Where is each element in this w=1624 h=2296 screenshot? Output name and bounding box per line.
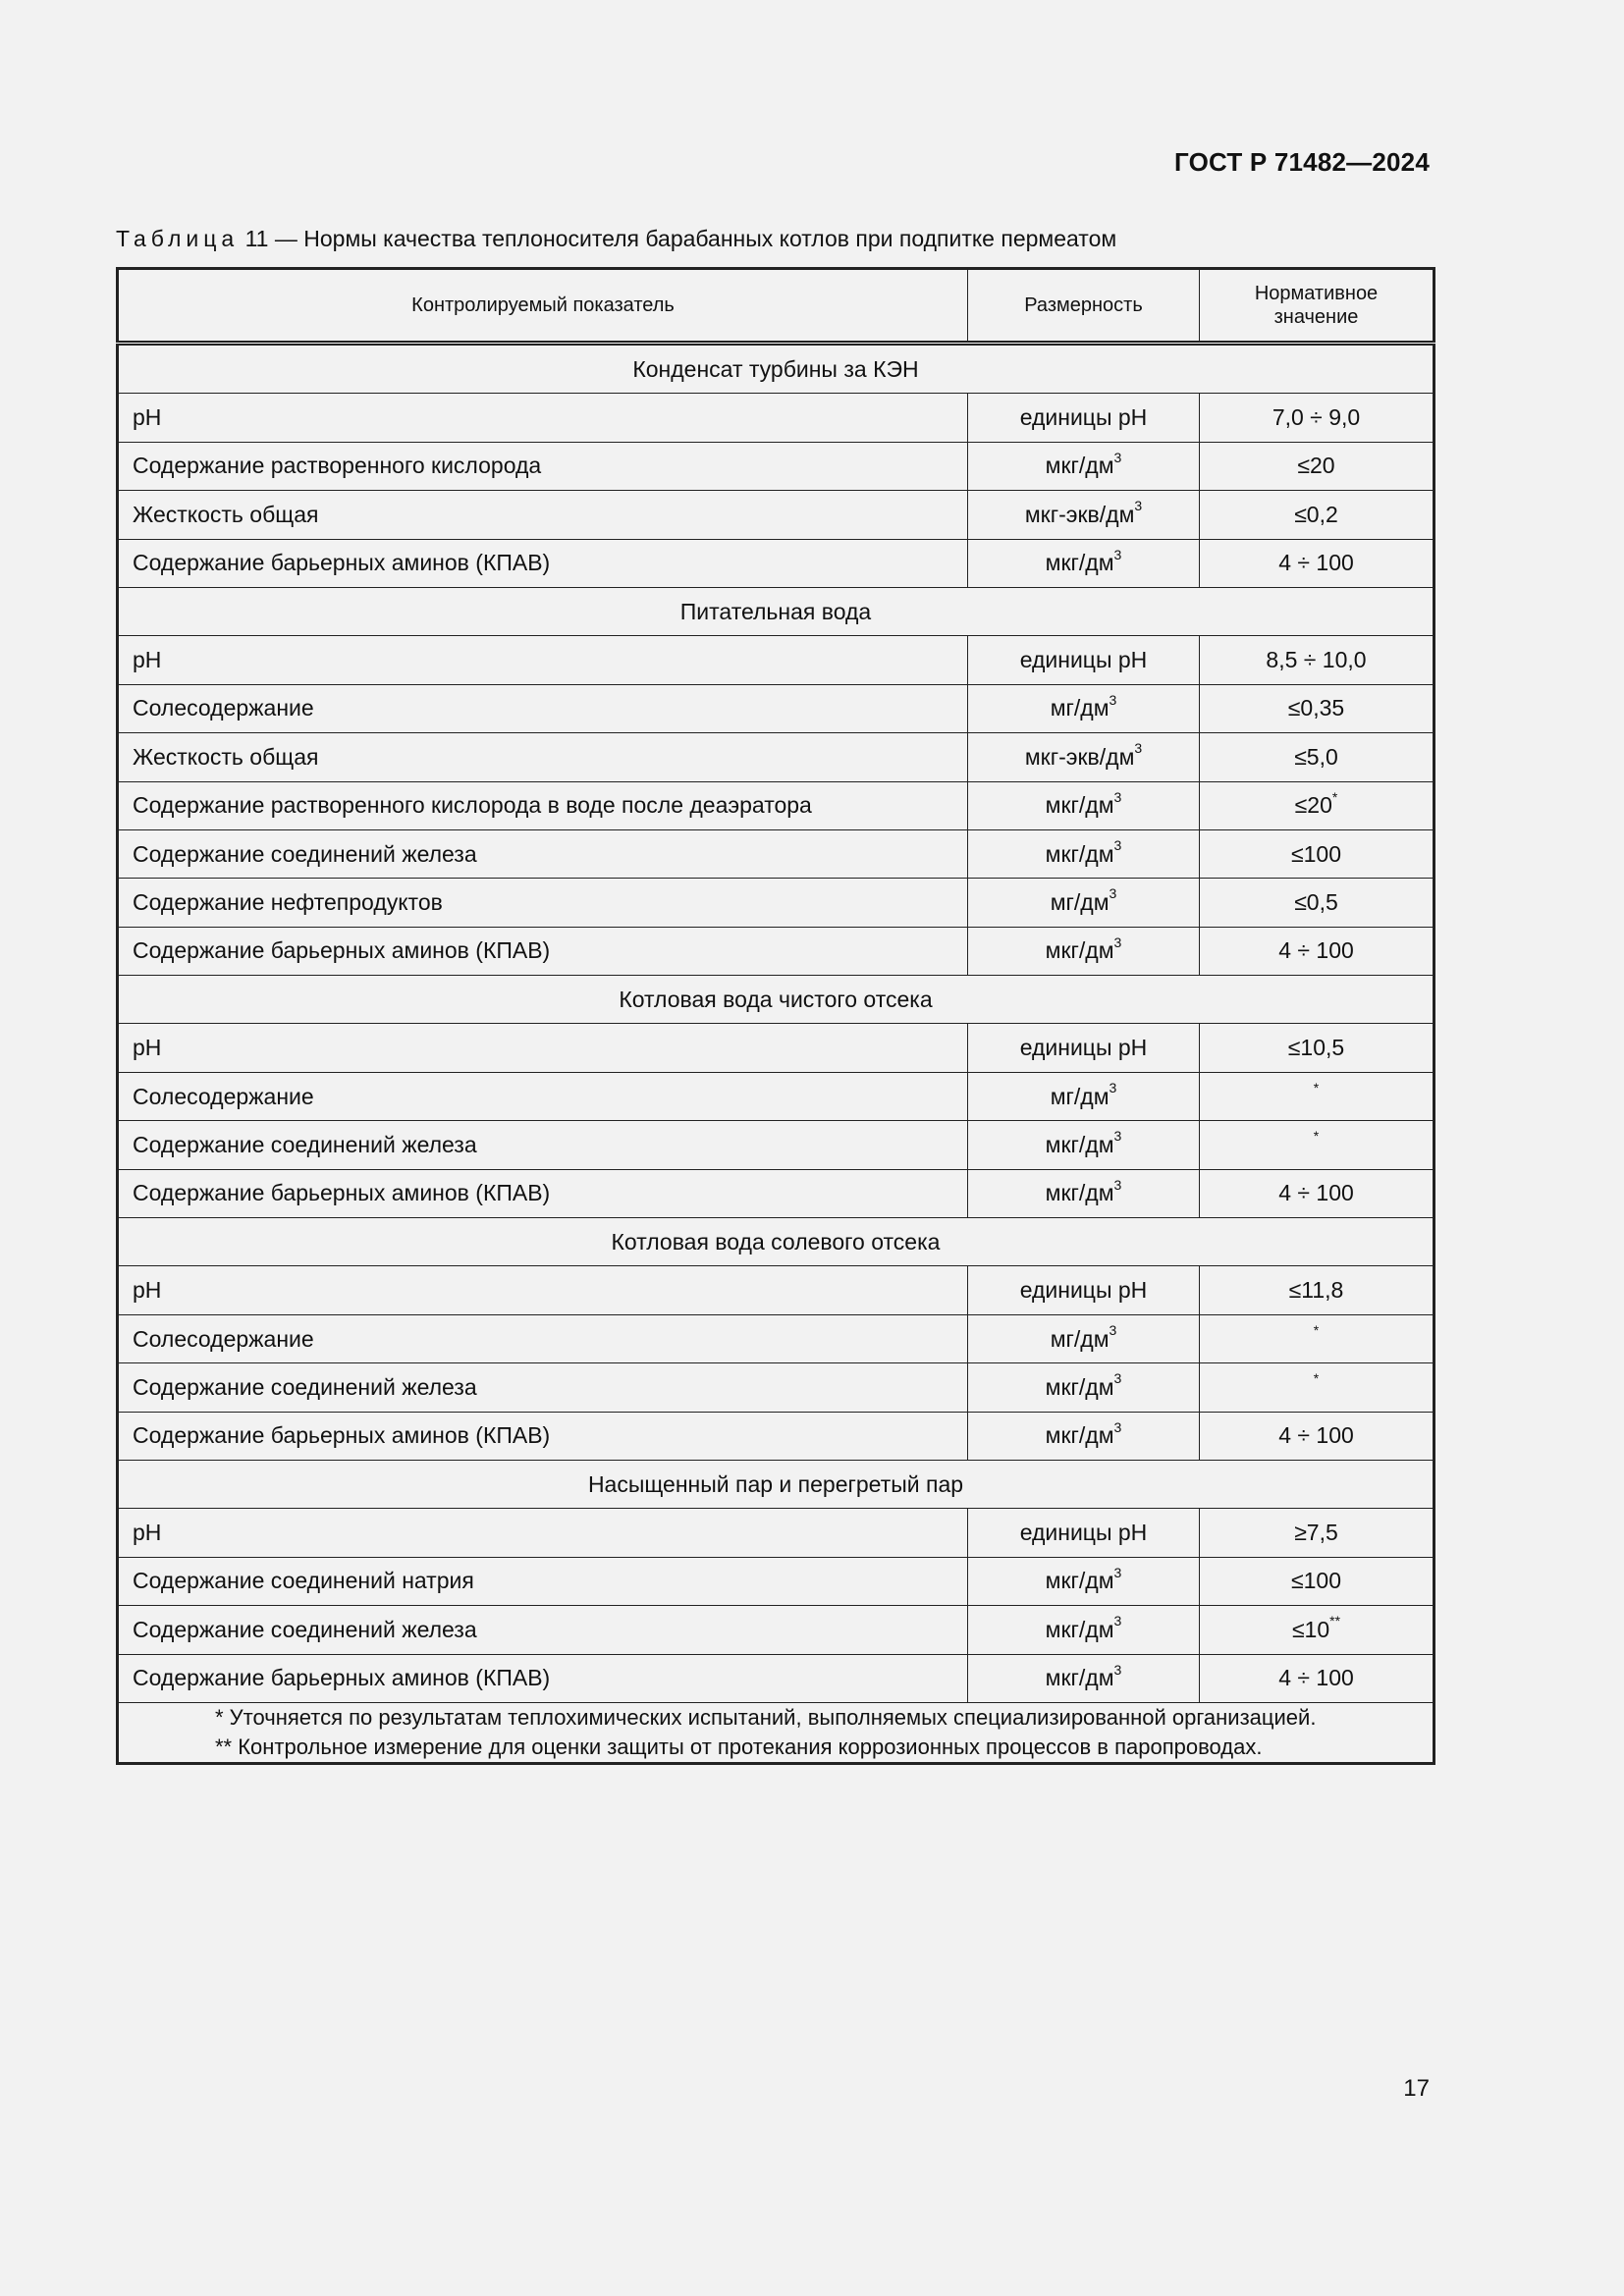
value-text: ≥7,5 [1294, 1520, 1338, 1546]
value-text: ≤20 [1297, 453, 1335, 479]
table-row [118, 1072, 1435, 1120]
unit-cell [968, 491, 1200, 539]
value-text: 7,0 ÷ 9,0 [1272, 404, 1361, 431]
unit-superscript: 3 [1134, 740, 1143, 757]
unit-superscript: 3 [1113, 1564, 1122, 1580]
value-text: ≤11,8 [1288, 1277, 1344, 1304]
unit-cell [968, 733, 1200, 781]
section-row [118, 976, 1435, 1024]
unit-text: единицы pH [1019, 647, 1148, 673]
table-row [118, 684, 1435, 732]
section-row [118, 587, 1435, 635]
param-cell: Содержание растворенного кислорода в воде после деаэратора [118, 781, 968, 829]
unit-cell [968, 927, 1200, 975]
unit-text: мкг/дм [1045, 1131, 1114, 1157]
unit-cell [968, 1169, 1200, 1217]
value-cell [1200, 781, 1435, 829]
param-cell: Содержание соединений железа [118, 1121, 968, 1169]
unit-superscript: 3 [1113, 934, 1122, 950]
unit-superscript: 3 [1113, 836, 1122, 853]
param-cell: pH [118, 1266, 968, 1314]
section-title: Насыщенный пар и перегретый пар [118, 1460, 1435, 1508]
unit-cell [968, 1509, 1200, 1557]
param-cell: Жесткость общая [118, 733, 968, 781]
value-cell [1200, 491, 1435, 539]
unit-text: мкг/дм [1045, 1568, 1114, 1594]
param-cell: Содержание барьерных аминов (КПАВ) [118, 1169, 968, 1217]
value-cell [1200, 879, 1435, 927]
unit-text: мкг/дм [1045, 1422, 1114, 1449]
unit-superscript: 3 [1113, 788, 1122, 805]
unit-cell [968, 829, 1200, 878]
unit-cell [968, 1606, 1200, 1654]
section-row [118, 1460, 1435, 1508]
notes-row [118, 1702, 1435, 1763]
notes-cell [118, 1702, 1435, 1763]
table-header-row [118, 269, 1435, 344]
unit-superscript: 3 [1113, 546, 1122, 562]
param-cell: Содержание барьерных аминов (КПАВ) [118, 1654, 968, 1702]
unit-cell [968, 1363, 1200, 1412]
value-text: 4 ÷ 100 [1278, 1665, 1354, 1691]
section-title: Котловая вода чистого отсека [118, 976, 1435, 1024]
table-row [118, 491, 1435, 539]
value-footnote-mark: * [1313, 1321, 1320, 1338]
value-cell [1200, 684, 1435, 732]
unit-cell [968, 1266, 1200, 1314]
value-cell [1200, 442, 1435, 490]
param-cell: Содержание нефтепродуктов [118, 879, 968, 927]
value-cell [1200, 394, 1435, 442]
unit-superscript: 3 [1134, 498, 1143, 514]
value-text: ≤0,5 [1294, 888, 1338, 915]
unit-cell [968, 684, 1200, 732]
param-cell: Содержание соединений натрия [118, 1557, 968, 1605]
unit-text: мкг/дм [1045, 453, 1114, 479]
page-number: 17 [1403, 2075, 1430, 2102]
unit-text: единицы pH [1019, 1035, 1148, 1061]
unit-text: мг/дм [1050, 1325, 1110, 1352]
table-row [118, 1557, 1435, 1605]
value-cell [1200, 1654, 1435, 1702]
param-cell: Содержание барьерных аминов (КПАВ) [118, 927, 968, 975]
param-cell: pH [118, 1024, 968, 1072]
value-text: ≤10 [1291, 1616, 1330, 1642]
unit-cell [968, 636, 1200, 684]
table-row [118, 1024, 1435, 1072]
value-cell [1200, 1557, 1435, 1605]
value-cell [1200, 1363, 1435, 1412]
table-row [118, 1606, 1435, 1654]
unit-superscript: 3 [1109, 691, 1117, 708]
unit-cell [968, 1314, 1200, 1362]
value-cell [1200, 733, 1435, 781]
value-footnote-mark: * [1313, 1079, 1320, 1095]
value-cell [1200, 927, 1435, 975]
value-cell [1200, 829, 1435, 878]
value-footnote-mark: * [1313, 1370, 1320, 1387]
param-cell: Содержание барьерных аминов (КПАВ) [118, 1412, 968, 1460]
unit-text: мкг-экв/дм [1024, 501, 1135, 527]
table-row [118, 829, 1435, 878]
unit-cell [968, 394, 1200, 442]
unit-superscript: 3 [1113, 1370, 1122, 1387]
header-param: Контролируемый показатель [118, 269, 968, 344]
section-row [118, 1218, 1435, 1266]
value-text: ≤5,0 [1294, 743, 1338, 770]
table-row [118, 394, 1435, 442]
value-cell [1200, 1412, 1435, 1460]
unit-text: единицы pH [1019, 404, 1148, 431]
table-row [118, 733, 1435, 781]
unit-superscript: 3 [1109, 885, 1117, 902]
note-1: * Уточняется по результатам теплохимических испытаний, выполняемых специализированной организацией. [215, 1704, 1317, 1730]
unit-superscript: 3 [1113, 449, 1122, 465]
table-row [118, 879, 1435, 927]
value-text: ≤0,35 [1287, 695, 1345, 721]
table-row [118, 1509, 1435, 1557]
document-code: ГОСТ Р 71482—2024 [1174, 147, 1430, 177]
table-row [118, 1121, 1435, 1169]
param-cell: Солесодержание [118, 684, 968, 732]
value-text: ≤10,5 [1287, 1035, 1345, 1061]
value-text: 4 ÷ 100 [1278, 550, 1354, 576]
header-value-line1: Нормативное [1254, 283, 1379, 304]
unit-cell [968, 442, 1200, 490]
table-row [118, 636, 1435, 684]
unit-text: единицы pH [1019, 1277, 1148, 1304]
value-text: ≤100 [1291, 840, 1341, 867]
param-cell: Содержание растворенного кислорода [118, 442, 968, 490]
unit-text: мкг/дм [1045, 550, 1114, 576]
value-text: ≤20 [1294, 792, 1332, 819]
unit-cell [968, 1024, 1200, 1072]
value-text: 8,5 ÷ 10,0 [1266, 647, 1367, 673]
unit-text: мкг/дм [1045, 1665, 1114, 1691]
table-row [118, 1654, 1435, 1702]
table-row [118, 1314, 1435, 1362]
table-row [118, 1266, 1435, 1314]
value-cell [1200, 1314, 1435, 1362]
unit-text: мг/дм [1050, 695, 1110, 721]
unit-superscript: 3 [1113, 1128, 1122, 1145]
header-value [1200, 269, 1435, 344]
caption-number: 11 [244, 226, 269, 251]
unit-superscript: 3 [1113, 1418, 1122, 1435]
value-cell [1200, 539, 1435, 587]
value-cell [1200, 1072, 1435, 1120]
unit-superscript: 3 [1109, 1079, 1117, 1095]
section-title: Питательная вода [118, 587, 1435, 635]
param-cell: Солесодержание [118, 1072, 968, 1120]
value-cell [1200, 1509, 1435, 1557]
section-row [118, 344, 1435, 394]
note-2: ** Контрольное измерение для оценки защиты от протекания коррозионных процессов в паропроводах. [215, 1734, 1263, 1759]
unit-text: мкг/дм [1045, 1616, 1114, 1642]
param-cell: pH [118, 1509, 968, 1557]
param-cell: pH [118, 636, 968, 684]
value-text: ≤0,2 [1294, 501, 1338, 527]
value-text: 4 ÷ 100 [1278, 1422, 1354, 1449]
table-row [118, 927, 1435, 975]
unit-cell [968, 1121, 1200, 1169]
unit-cell [968, 1654, 1200, 1702]
unit-text: единицы pH [1019, 1520, 1148, 1546]
unit-text: мг/дм [1050, 888, 1110, 915]
unit-cell [968, 1412, 1200, 1460]
unit-text: мкг/дм [1045, 792, 1114, 819]
unit-text: мкг/дм [1045, 840, 1114, 867]
value-text: 4 ÷ 100 [1278, 1180, 1354, 1206]
header-value-line2: значение [1273, 306, 1359, 328]
unit-cell [968, 1072, 1200, 1120]
table-row [118, 442, 1435, 490]
unit-cell [968, 1557, 1200, 1605]
caption-title: — Нормы качества теплоносителя барабанных котлов при подпитке пермеатом [274, 226, 1117, 251]
value-cell [1200, 1266, 1435, 1314]
table-caption [116, 226, 1116, 252]
param-cell: Содержание соединений железа [118, 1363, 968, 1412]
param-cell: Содержание барьерных аминов (КПАВ) [118, 539, 968, 587]
value-text: 4 ÷ 100 [1278, 937, 1354, 964]
unit-cell [968, 879, 1200, 927]
unit-superscript: 3 [1113, 1613, 1122, 1629]
value-cell [1200, 1024, 1435, 1072]
value-footnote-mark: * [1331, 788, 1338, 805]
table-body [118, 344, 1435, 1703]
unit-cell [968, 539, 1200, 587]
value-footnote-mark: ** [1329, 1613, 1341, 1629]
unit-superscript: 3 [1109, 1321, 1117, 1338]
unit-text: мкг/дм [1045, 1180, 1114, 1206]
param-cell: Содержание соединений железа [118, 829, 968, 878]
value-text: ≤100 [1291, 1568, 1341, 1594]
table-row [118, 539, 1435, 587]
header-unit: Размерность [968, 269, 1200, 344]
unit-superscript: 3 [1113, 1176, 1122, 1193]
table-row [118, 1169, 1435, 1217]
unit-superscript: 3 [1113, 1661, 1122, 1678]
param-cell: Солесодержание [118, 1314, 968, 1362]
norms-table [116, 267, 1435, 1765]
param-cell: pH [118, 394, 968, 442]
section-title: Конденсат турбины за КЭН [118, 344, 1435, 394]
value-cell [1200, 1121, 1435, 1169]
unit-text: мкг-экв/дм [1024, 743, 1135, 770]
value-cell [1200, 636, 1435, 684]
param-cell: Содержание соединений железа [118, 1606, 968, 1654]
value-cell [1200, 1606, 1435, 1654]
unit-text: мкг/дм [1045, 1373, 1114, 1400]
unit-text: мг/дм [1050, 1083, 1110, 1109]
table-row [118, 1363, 1435, 1412]
unit-text: мкг/дм [1045, 937, 1114, 964]
param-cell: Жесткость общая [118, 491, 968, 539]
unit-cell [968, 781, 1200, 829]
value-footnote-mark: * [1313, 1128, 1320, 1145]
table-row [118, 1412, 1435, 1460]
caption-prefix: Таблица [116, 226, 240, 251]
value-cell [1200, 1169, 1435, 1217]
section-title: Котловая вода солевого отсека [118, 1218, 1435, 1266]
table-row [118, 781, 1435, 829]
